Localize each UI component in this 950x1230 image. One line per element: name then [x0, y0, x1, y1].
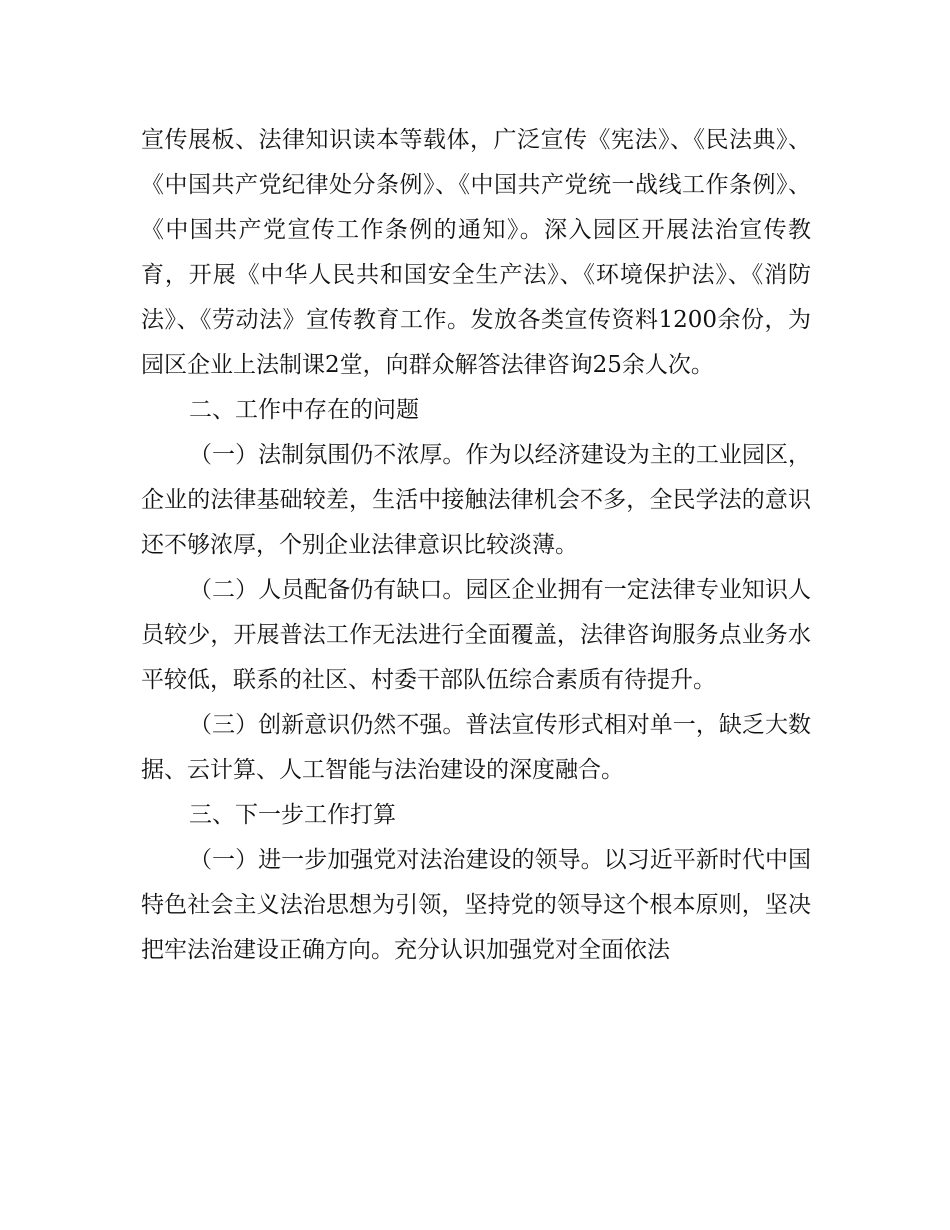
paragraph-problem-3: （三）创新意识仍然不强。普法宣传形式相对单一，缺乏大数据、云计算、人工智能与法治建设的深度融合。: [141, 712, 811, 783]
section-heading-next-steps: 三、下一步工作打算: [189, 802, 396, 828]
paragraph-plan-1: （一）进一步加强党对法治建设的领导。以习近平新时代中国特色社会主义法治思想为引领，坚持党的领导这个根本原则，坚决把牢法治建设正确方向。充分认识加强党对全面依法: [141, 847, 811, 963]
paragraph-problem-2: （二）人员配备仍有缺口。园区企业拥有一定法律专业知识人员较少，开展普法工作无法进行全面覆盖，法律咨询服务点业务水平较低，联系的社区、村委干部队伍综合素质有待提升。: [141, 577, 811, 693]
paragraph-intro-continued: 宣传展板、法律知识读本等载体，广泛宣传《宪法》、《民法典》、《中国共产党纪律处分条例》、《中国共产党统一战线工作条例》、《中国共产党宣传工作条例的通知》。深入园区开展法治宣传教育，开展《中华人民共和国安全生产法》、《环境保护法》、《消防法》、《劳动法》宣传教育工作。发放各类宣传资料1200余份，为园区企业上法制课2堂，向群众解答法律咨询25余人次。: [141, 127, 811, 378]
section-heading-problems: 二、工作中存在的问题: [189, 397, 419, 423]
document-body: [141, 118, 811, 973]
paragraph-problem-1: （一）法制氛围仍不浓厚。作为以经济建设为主的工业园区，企业的法律基础较差，生活中接触法律机会不多，全民学法的意识还不够浓厚，个别企业法律意识比较淡薄。: [141, 442, 811, 558]
